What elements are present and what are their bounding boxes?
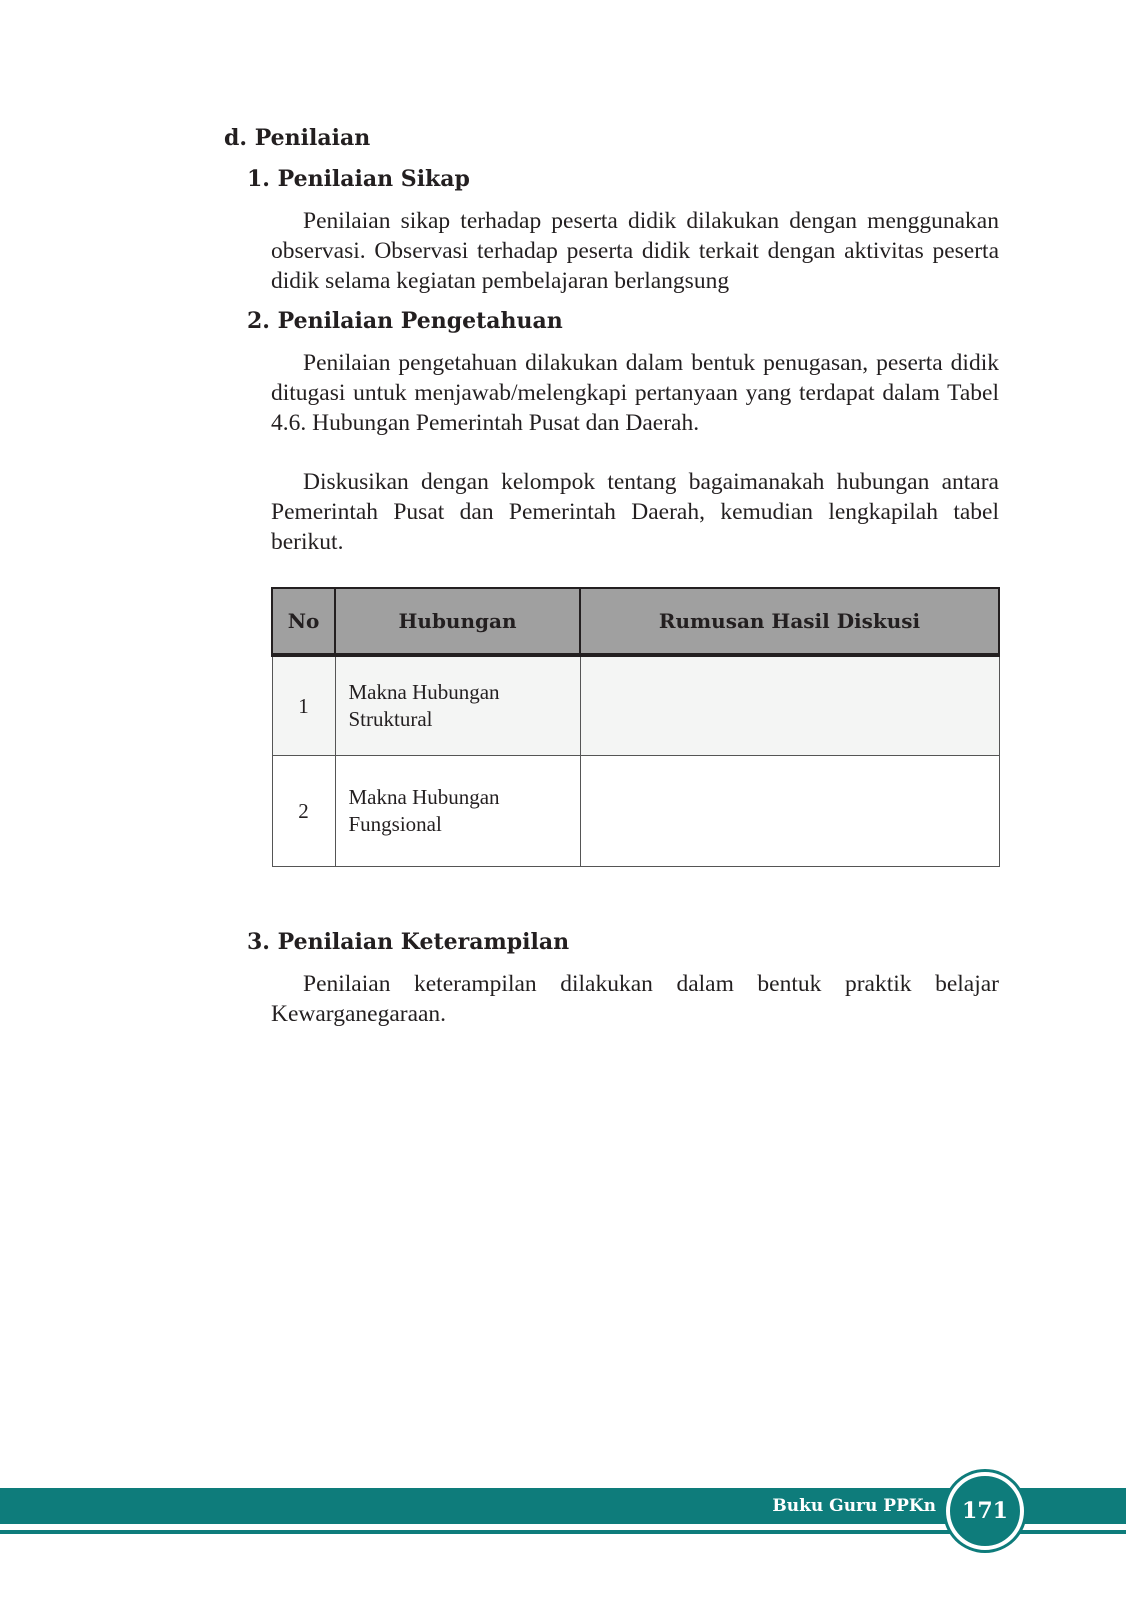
paragraph-keterampilan: Penilaian keterampilan dilakukan dalam bentuk praktik belajar Kewarganegaraan. bbox=[271, 971, 999, 1027]
row-hubungan bbox=[335, 756, 580, 867]
sub-heading-sikap: 1. Penilaian Sikap bbox=[247, 166, 470, 192]
sub-heading-keterampilan: 3. Penilaian Keterampilan bbox=[247, 929, 570, 955]
row-hubungan bbox=[335, 655, 580, 756]
table-row bbox=[272, 756, 999, 867]
hubungan-line2: Struktural bbox=[348, 707, 433, 731]
footer-book-title: Buku Guru PPKn bbox=[772, 1496, 936, 1516]
table-row bbox=[272, 655, 999, 756]
paragraph-sikap: Penilaian sikap terhadap peserta didik dilakukan dengan menggunakan observasi. Observasi terhadap peserta didik terkait dengan aktivitas peserta didik selama kegiatan pembelajaran berlangsung bbox=[271, 208, 999, 294]
hubungan-line1: Makna Hubungan bbox=[348, 785, 500, 809]
assessment-table bbox=[271, 587, 1000, 867]
page-number-badge bbox=[946, 1472, 1024, 1550]
section-heading: d. Penilaian bbox=[224, 125, 371, 151]
sub-heading-pengetahuan: 2. Penilaian Pengetahuan bbox=[247, 308, 563, 334]
paragraph-pengetahuan: Penilaian pengetahuan dilakukan dalam bentuk penugasan, peserta didik ditugasi untuk menjawab/melengkapi pertanyaan yang terdapat dalam Tabel 4.6. Hubungan Pemerintah Pusat dan Daerah. bbox=[271, 350, 999, 436]
row-number: 1 bbox=[272, 655, 335, 756]
row-hasil-cell bbox=[580, 655, 999, 756]
hubungan-line2: Fungsional bbox=[348, 812, 442, 836]
header-hubungan: Hubungan bbox=[335, 588, 580, 655]
row-hasil-cell bbox=[580, 756, 999, 867]
row-number: 2 bbox=[272, 756, 335, 867]
paragraph-diskusi: Diskusikan dengan kelompok tentang bagaimanakah hubungan antara Pemerintah Pusat dan Pemerintah Daerah, kemudian lengkapilah tabel berikut. bbox=[271, 469, 999, 555]
page-number: 171 bbox=[962, 1498, 1008, 1524]
hubungan-line1: Makna Hubungan bbox=[348, 680, 500, 704]
header-no: No bbox=[272, 588, 335, 655]
table-header-row bbox=[272, 588, 999, 655]
header-rumusan: Rumusan Hasil Diskusi bbox=[580, 588, 999, 655]
